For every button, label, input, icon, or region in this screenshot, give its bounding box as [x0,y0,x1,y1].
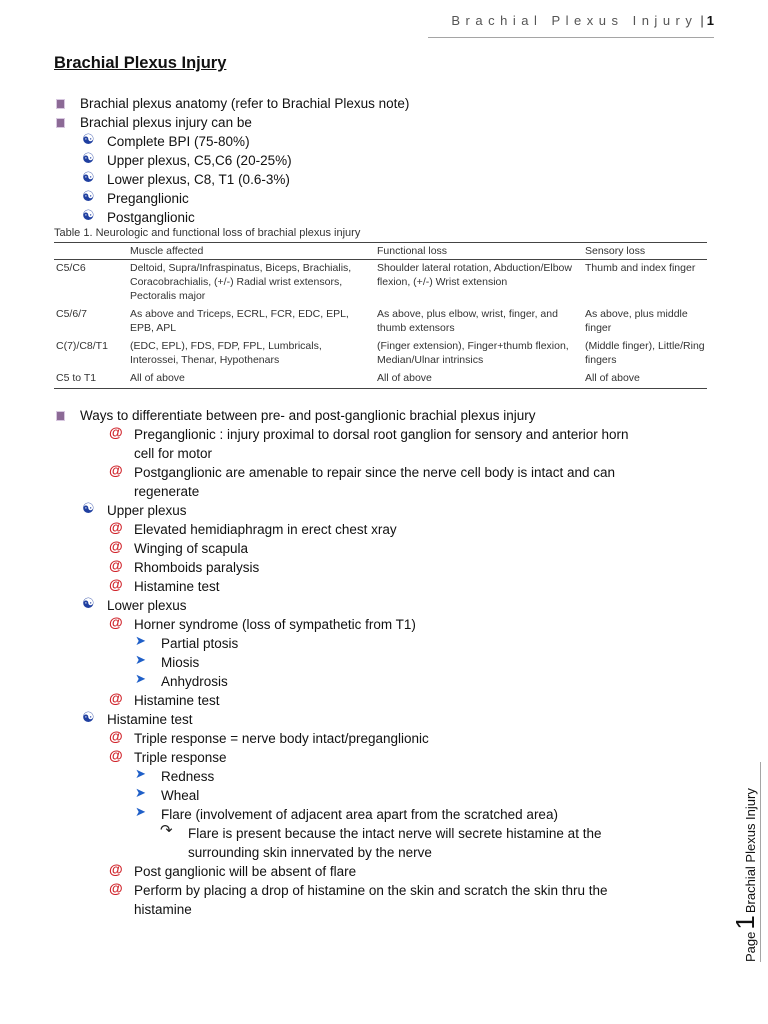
table-header-row [54,243,707,260]
arrow-bullet-icon: ➤ [135,785,146,800]
list-item: Redness [161,769,215,784]
table-cell: C5/C6 [56,262,86,274]
list-item: Upper plexus [107,503,187,518]
table-cell: (Finger extension), Finger+thumb flexion, Median/Ulnar intrinsics [377,340,569,366]
list-item: Upper plexus, C5,C6 (20-25%) [107,153,292,168]
header-title: Brachial Plexus Injury [451,13,698,28]
red-swirl-bullet-icon: @ [109,424,123,440]
spiral-bullet-icon: ☯ [82,709,95,725]
list-item: Flare (involvement of adjacent area apart from the scratched area) [161,807,558,822]
spiral-bullet-icon: ☯ [82,131,95,147]
red-swirl-bullet-icon: @ [109,690,123,706]
header-cell: Muscle affected [128,243,375,260]
arrow-bullet-icon: ➤ [135,633,146,648]
list-item: Postganglionic are amenable to repair since the nerve cell body is intact and can [134,465,616,480]
list-item: Histamine test [134,693,220,708]
list-item: Winging of scapula [134,541,249,556]
table-cell: C5 to T1 [54,370,128,389]
table-cell: Shoulder lateral rotation, Abduction/Elbow flexion, (+/-) Wrist extension [377,262,572,288]
arrow-bullet-icon: ➤ [135,804,146,819]
header-rule [428,37,714,38]
arrow-bullet-icon: ➤ [135,671,146,686]
table-cell: (EDC, EPL), FDS, FDP, FPL, Lumbricals, Interossei, Thenar, Hypothenars [130,340,322,366]
table-row [54,338,707,370]
spiral-bullet-icon: ☯ [82,500,95,516]
red-swirl-bullet-icon: @ [109,557,123,573]
red-swirl-bullet-icon: @ [109,462,123,478]
list-item-continuation: surrounding skin innervated by the nerve [188,845,432,860]
table-row [54,260,707,307]
table-cell: C5/6/7 [56,308,87,320]
list-item: Elevated hemidiaphragm in erect chest xray [134,522,397,537]
list-item: Lower plexus, C8, T1 (0.6-3%) [107,172,290,187]
red-swirl-bullet-icon: @ [109,519,123,535]
table-caption: Table 1. Neurologic and functional loss of brachial plexus injury [54,227,361,239]
list-item: Rhomboids paralysis [134,560,260,575]
table-cell: C(7)/C8/T1 [56,340,108,352]
red-swirl-bullet-icon: @ [109,747,123,763]
footer-page-label: Page [743,931,758,962]
table-row [54,306,707,338]
spiral-bullet-icon: ☯ [82,150,95,166]
header-cell [54,243,128,260]
injury-table [54,242,707,389]
list-item-continuation: cell for motor [134,446,213,461]
table-cell: As above, plus middle finger [585,308,688,334]
list-item: Wheal [161,788,200,803]
document-title: Brachial Plexus Injury [54,54,227,72]
square-bullet-icon [56,411,65,421]
list-item: Anhydrosis [161,674,228,689]
square-bullet-icon [56,118,65,128]
list-item: Brachial plexus anatomy (refer to Brachial Plexus note) [80,96,410,111]
arrow-bullet-icon: ➤ [135,652,146,667]
spiral-bullet-icon: ☯ [82,169,95,185]
list-item: Ways to differentiate between pre- and post-ganglionic brachial plexus injury [80,408,536,423]
list-item-continuation: histamine [134,902,192,917]
footer-rule [760,762,761,962]
list-item: Histamine test [134,579,220,594]
table-cell: All of above [128,370,375,389]
list-item: Perform by placing a drop of histamine on the skin and scratch the skin thru the [134,883,608,898]
list-item: Horner syndrome (loss of sympathetic from T1) [134,617,416,632]
arrow-bullet-icon: ➤ [135,766,146,781]
footer-page-number: 1 [730,915,760,930]
list-item: Postganglionic [107,210,195,225]
spiral-bullet-icon: ☯ [82,188,95,204]
red-swirl-bullet-icon: @ [109,614,123,630]
list-item: Brachial plexus injury can be [80,115,252,130]
header-page-number: 1 [706,13,714,28]
header-cell: Sensory loss [583,243,707,260]
list-item: Preganglionic [107,191,189,206]
list-item: Lower plexus [107,598,187,613]
list-item: Flare is present because the intact nerve will secrete histamine at the [188,826,602,841]
header-cell: Functional loss [375,243,583,260]
table-cell: (Middle finger), Little/Ring fingers [585,340,705,366]
page-header [451,13,714,28]
list-item: Partial ptosis [161,636,239,651]
footer-title: Brachial Plexus Injury [743,788,758,914]
red-swirl-bullet-icon: @ [109,538,123,554]
list-item: Triple response [134,750,227,765]
table-cell: As above, plus elbow, wrist, finger, and thumb extensors [377,308,558,334]
square-bullet-icon [56,99,65,109]
list-item: Histamine test [107,712,193,727]
list-item: Complete BPI (75-80%) [107,134,250,149]
red-swirl-bullet-icon: @ [109,861,123,877]
table-cell: As above and Triceps, ECRL, FCR, EDC, EPL, EPB, APL [130,308,349,334]
spiral-bullet-icon: ☯ [82,207,95,223]
list-item: Post ganglionic will be absent of flare [134,864,357,879]
table-cell: Deltoid, Supra/Infraspinatus, Biceps, Brachialis, Coracobrachialis, (+/-) Radial wrist extensors, Pectoralis major [130,262,352,302]
spiral-bullet-icon: ☯ [82,595,95,611]
curved-arrow-icon: ↷ [160,822,173,839]
list-item: Miosis [161,655,200,670]
page-footer [726,762,758,962]
table-row [54,370,707,389]
red-swirl-bullet-icon: @ [109,576,123,592]
header-separator: | [700,13,704,28]
table-cell: Thumb and index finger [585,262,696,274]
table-cell: All of above [583,370,707,389]
red-swirl-bullet-icon: @ [109,880,123,896]
table-cell: All of above [375,370,583,389]
list-item-continuation: regenerate [134,484,200,499]
list-item: Triple response = nerve body intact/preganglionic [134,731,429,746]
list-item: Preganglionic : injury proximal to dorsal root ganglion for sensory and anterior horn [134,427,629,442]
red-swirl-bullet-icon: @ [109,728,123,744]
